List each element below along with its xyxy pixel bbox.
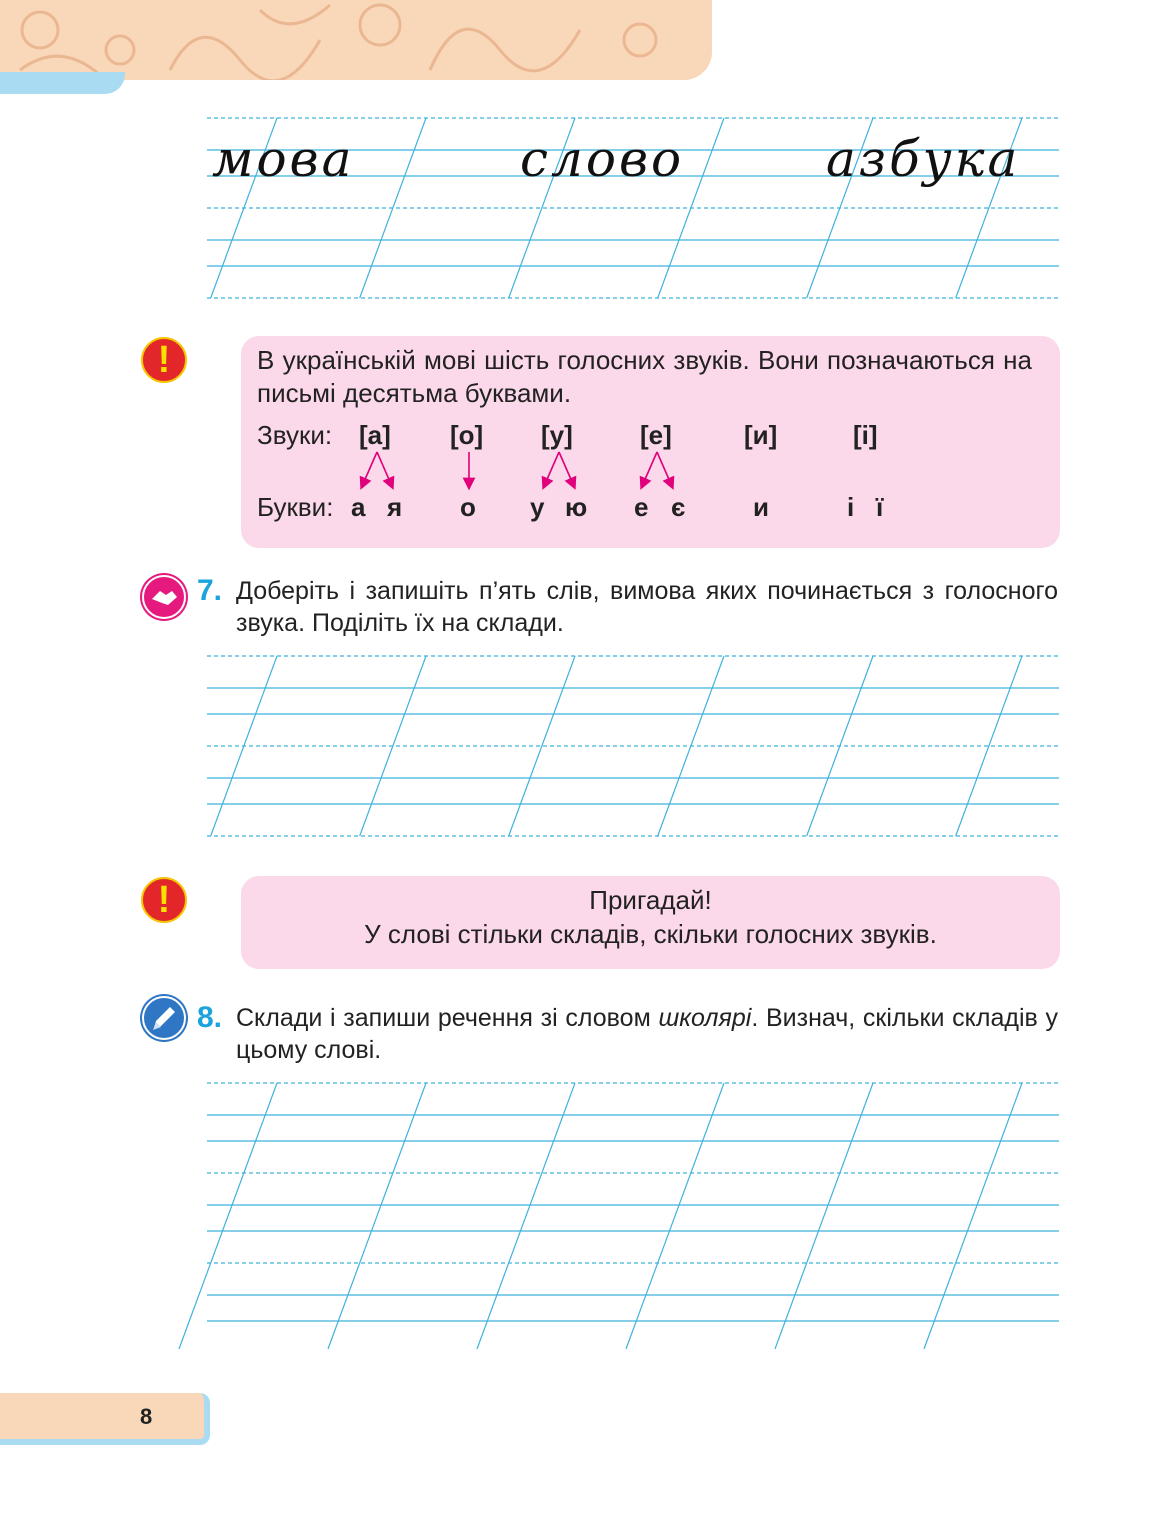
decorative-blue-strip: [0, 72, 125, 94]
grid-slant-line: [775, 1083, 873, 1349]
info-box-reminder: [241, 876, 1060, 969]
cursive-word: мова: [212, 130, 355, 188]
page-number-tab: [0, 1393, 210, 1445]
writing-grid-3: [207, 1083, 1059, 1351]
exercise-8-text: [236, 1002, 1058, 1066]
warning-icon: !: [141, 337, 187, 383]
exercise-number: 7.: [197, 574, 223, 607]
letter: у: [530, 492, 545, 522]
grid-slant-line: [626, 1083, 724, 1349]
letter: і: [847, 492, 855, 522]
info-text: В українській мові шість голосних звуків. Вони позначаються на письмі десятьма буквами.: [257, 345, 1032, 408]
highlight-word: школярі: [658, 1004, 752, 1032]
letter: и: [753, 492, 769, 522]
letter: є: [671, 492, 686, 522]
letter: о: [460, 492, 476, 522]
info-box-vowels: [241, 336, 1060, 548]
letters-label: Букви:: [257, 492, 334, 522]
letter: ї: [876, 492, 884, 522]
grid-slant-line: [328, 1083, 426, 1349]
exercise-8-text-end: . Визнач, скільки складів у цьому слові.: [236, 1004, 1058, 1064]
reminder-text: У слові стільки складів, скільки голосних звуків.: [364, 919, 937, 949]
letter: а: [351, 492, 366, 522]
warning-icon: !: [141, 877, 187, 923]
sound-a: [а]: [359, 420, 391, 450]
page-number: 8: [140, 1404, 153, 1429]
grid-slant-line: [179, 1083, 277, 1349]
sound-o: [о]: [450, 420, 484, 450]
decorative-header-band: [0, 0, 712, 80]
sound-u: [у]: [541, 420, 573, 450]
handshake-icon: [140, 573, 188, 621]
cursive-word: азбука: [826, 130, 1021, 188]
sound-e: [е]: [640, 420, 672, 450]
sound-y: [и]: [744, 420, 778, 450]
grid-slant-line: [924, 1083, 1022, 1349]
floral-ornament: [0, 0, 712, 80]
cursive-word: слово: [520, 130, 685, 188]
exercise-8-text-start: Склади і запиши речення зі словом: [236, 1004, 659, 1032]
letter: я: [387, 492, 403, 522]
letter: е: [634, 492, 649, 522]
letter: ю: [565, 492, 588, 522]
pencil-icon: [140, 994, 188, 1042]
sounds-label: Звуки:: [257, 420, 333, 450]
reminder-title: Пригадай!: [589, 885, 712, 915]
sound-i: [і]: [853, 420, 878, 450]
grid-slant-line: [211, 656, 277, 836]
sound-letter-arrows: [241, 448, 1060, 494]
exercise-7-text: Доберіть і запишіть п’ять слів, вимова яких починається з голосного звука. Поділіть їх на склади.: [236, 577, 1058, 637]
writing-grid-2: [207, 656, 1059, 848]
exercise-number: 8.: [197, 1001, 223, 1034]
grid-slant-line: [477, 1083, 575, 1349]
